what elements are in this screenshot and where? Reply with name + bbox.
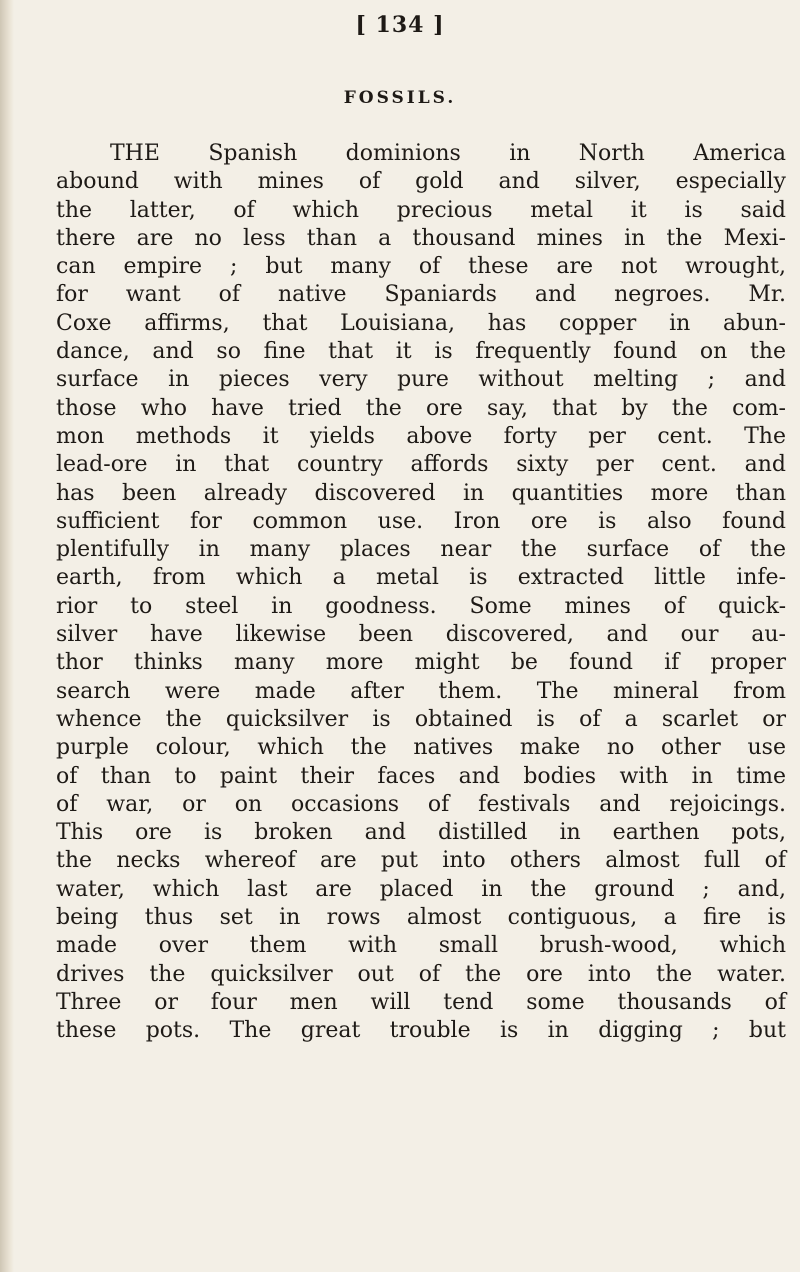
text-line: the latter, of which precious metal it is said bbox=[56, 197, 786, 223]
text-line: earth, from which a metal is extracted little infe- bbox=[56, 565, 786, 591]
text-line: whence the quicksilver is obtained is of a scarlet or bbox=[56, 706, 786, 732]
text-line: surface in pieces very pure without melting ; and bbox=[56, 367, 786, 393]
section-title: FOSSILS. bbox=[343, 88, 457, 108]
page-gutter-shadow bbox=[0, 0, 14, 1272]
text-line: there are no less than a thousand mines in the Mexi- bbox=[56, 225, 786, 251]
text-line: lead-ore in that country affords sixty per cent. and bbox=[56, 452, 786, 478]
text-line: has been already discovered in quantities more than bbox=[56, 480, 786, 506]
text-line: Three or four men will tend some thousands of bbox=[56, 989, 786, 1015]
text-line: dance, and so fine that it is frequently found on the bbox=[56, 339, 786, 365]
text-line: drives the quicksilver out of the ore into the water. bbox=[56, 961, 786, 987]
body-text bbox=[56, 140, 786, 1046]
text-line: for want of native Spaniards and negroes. Mr. bbox=[56, 282, 786, 308]
text-line: rior to steel in goodness. Some mines of quick- bbox=[56, 593, 786, 619]
text-line: This ore is broken and distilled in earthen pots, bbox=[56, 820, 786, 846]
text-line: of than to paint their faces and bodies with in time bbox=[56, 763, 786, 789]
text-line: made over them with small brush-wood, which bbox=[56, 933, 786, 959]
text-line: Coxe affirms, that Louisiana, has copper in abun- bbox=[56, 310, 786, 336]
text-line: purple colour, which the natives make no other use bbox=[56, 735, 786, 761]
text-line: sufficient for common use. Iron ore is also found bbox=[56, 508, 786, 534]
text-line: thor thinks many more might be found if proper bbox=[56, 650, 786, 676]
text-line: THE Spanish dominions in North America bbox=[110, 141, 786, 166]
text-line: abound with mines of gold and silver, especially bbox=[56, 169, 786, 195]
page-number: [ 134 ] bbox=[355, 12, 445, 38]
text-line: silver have likewise been discovered, and our au- bbox=[56, 622, 786, 648]
text-line: these pots. The great trouble is in digging ; but bbox=[56, 1018, 786, 1044]
text-line: plentifully in many places near the surface of the bbox=[56, 537, 786, 563]
text-line: the necks whereof are put into others almost full of bbox=[56, 848, 786, 874]
text-line: can empire ; but many of these are not wrought, bbox=[56, 254, 786, 280]
text-line: water, which last are placed in the ground ; and, bbox=[56, 876, 786, 902]
text-line: those who have tried the ore say, that by the com- bbox=[56, 395, 786, 421]
text-line: of war, or on occasions of festivals and rejoicings. bbox=[56, 791, 786, 817]
text-line: search were made after them. The mineral from bbox=[56, 678, 786, 704]
text-line: being thus set in rows almost contiguous, a fire is bbox=[56, 905, 786, 931]
text-line: mon methods it yields above forty per cent. The bbox=[56, 423, 786, 449]
